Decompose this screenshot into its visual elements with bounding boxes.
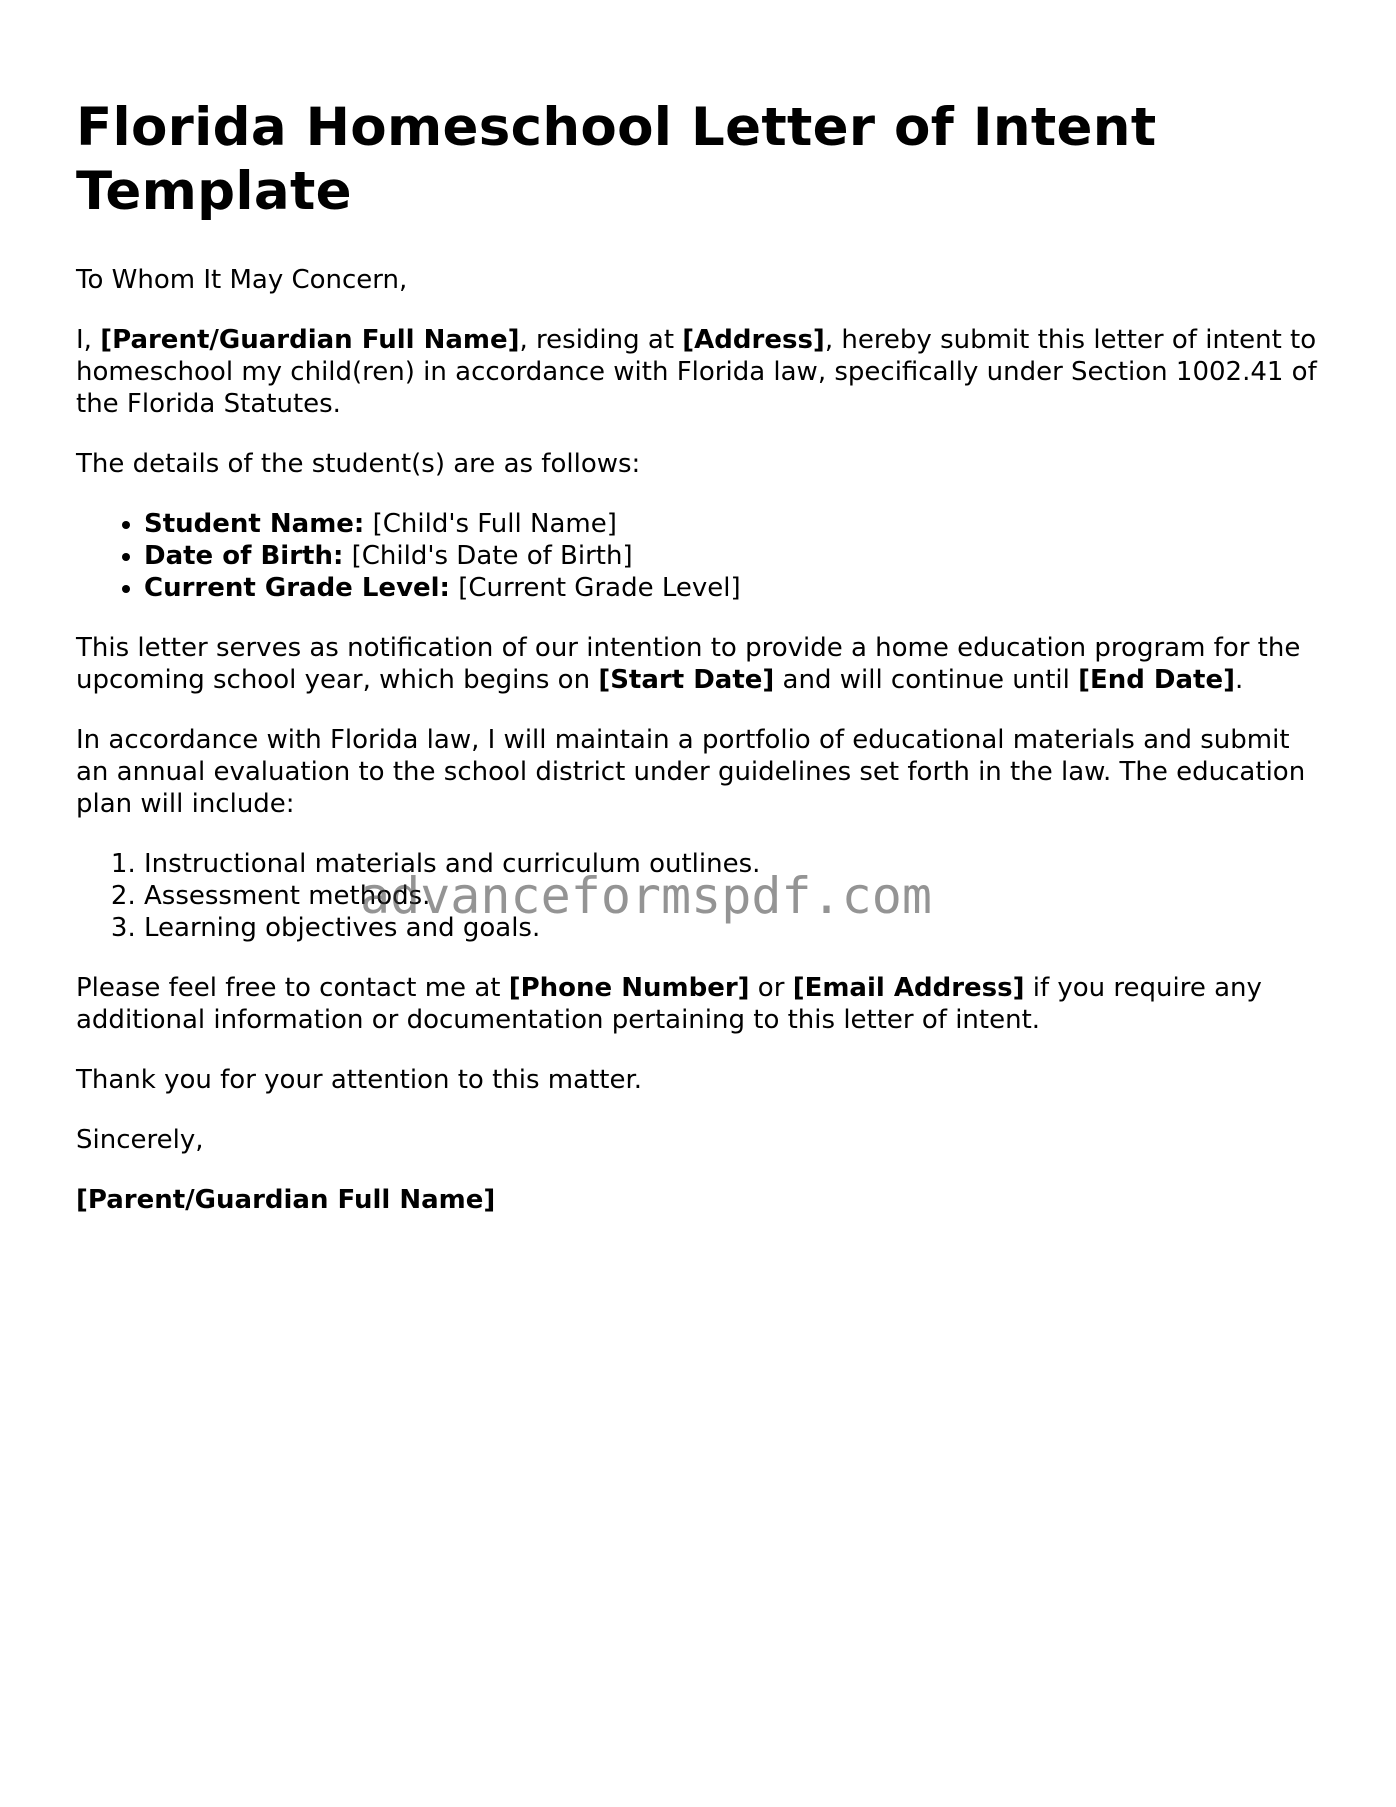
detail-value: [Current Grade Level] — [449, 573, 741, 603]
contact-text-3: if you require any additional information or documentation pertaining to this letter of intent. — [76, 973, 1262, 1035]
list-item — [144, 572, 1326, 604]
detail-value: [Child's Date of Birth] — [343, 541, 633, 571]
list-item: 3. Learning objectives and goals. — [144, 912, 1326, 944]
email-placeholder: [Email Address] — [792, 973, 1025, 1003]
notification-text-2: and will continue until — [774, 665, 1079, 695]
detail-label: Date of Birth: — [144, 541, 344, 571]
address-placeholder: [Address] — [682, 325, 825, 355]
watermark: advanceformspdf.com — [360, 867, 932, 925]
closing: Sincerely, — [76, 1125, 204, 1155]
page-title: Florida Homeschool Letter of Intent Template — [76, 97, 1157, 222]
education-plan-list — [76, 848, 1326, 944]
intro-text-3: , hereby submit this letter of intent to homeschool my child(ren) in accordance with Florida law, specifically under Section 1002.41 of the Florida Statutes. — [76, 325, 1317, 419]
contact-text-2: or — [749, 973, 793, 1003]
notification-text-3: . — [1235, 665, 1244, 695]
contact-text-1: Please feel free to contact me at — [76, 973, 509, 1003]
start-date-placeholder: [Start Date] — [598, 665, 775, 695]
student-details-list — [76, 508, 1326, 604]
details-intro: The details of the student(s) are as follows: — [76, 449, 641, 479]
contact-paragraph — [76, 972, 1326, 1036]
intro-text-2: , residing at — [519, 325, 683, 355]
list-item: 1. Instructional materials and curriculum outlines. — [144, 848, 1326, 880]
list-item — [144, 540, 1326, 572]
letter-document — [76, 96, 1326, 1244]
detail-value: [Child's Full Name] — [364, 509, 617, 539]
notification-paragraph — [76, 632, 1326, 696]
intro-text-1: I, — [76, 325, 101, 355]
signature-name — [76, 1184, 1326, 1216]
thanks-paragraph: Thank you for your attention to this matter. — [76, 1065, 643, 1095]
notification-text-1: This letter serves as notification of our intention to provide a home education program for the upcoming school year, which begins on — [76, 633, 1301, 695]
phone-placeholder: [Phone Number] — [508, 973, 750, 1003]
parent-name-placeholder: [Parent/Guardian Full Name] — [100, 325, 520, 355]
portfolio-paragraph: In accordance with Florida law, I will maintain a portfolio of educational materials and submit an annual evaluation to the school district under guidelines set forth in the law. The education plan will include: — [76, 725, 1306, 819]
detail-label: Student Name: — [144, 509, 365, 539]
signature-placeholder: [Parent/Guardian Full Name] — [76, 1185, 496, 1215]
list-item: 2. Assessment methods. — [144, 880, 1326, 912]
intro-paragraph — [76, 324, 1326, 420]
end-date-placeholder: [End Date] — [1078, 665, 1235, 695]
detail-label: Current Grade Level: — [144, 573, 450, 603]
list-item — [144, 508, 1326, 540]
salutation: To Whom It May Concern, — [76, 265, 408, 295]
